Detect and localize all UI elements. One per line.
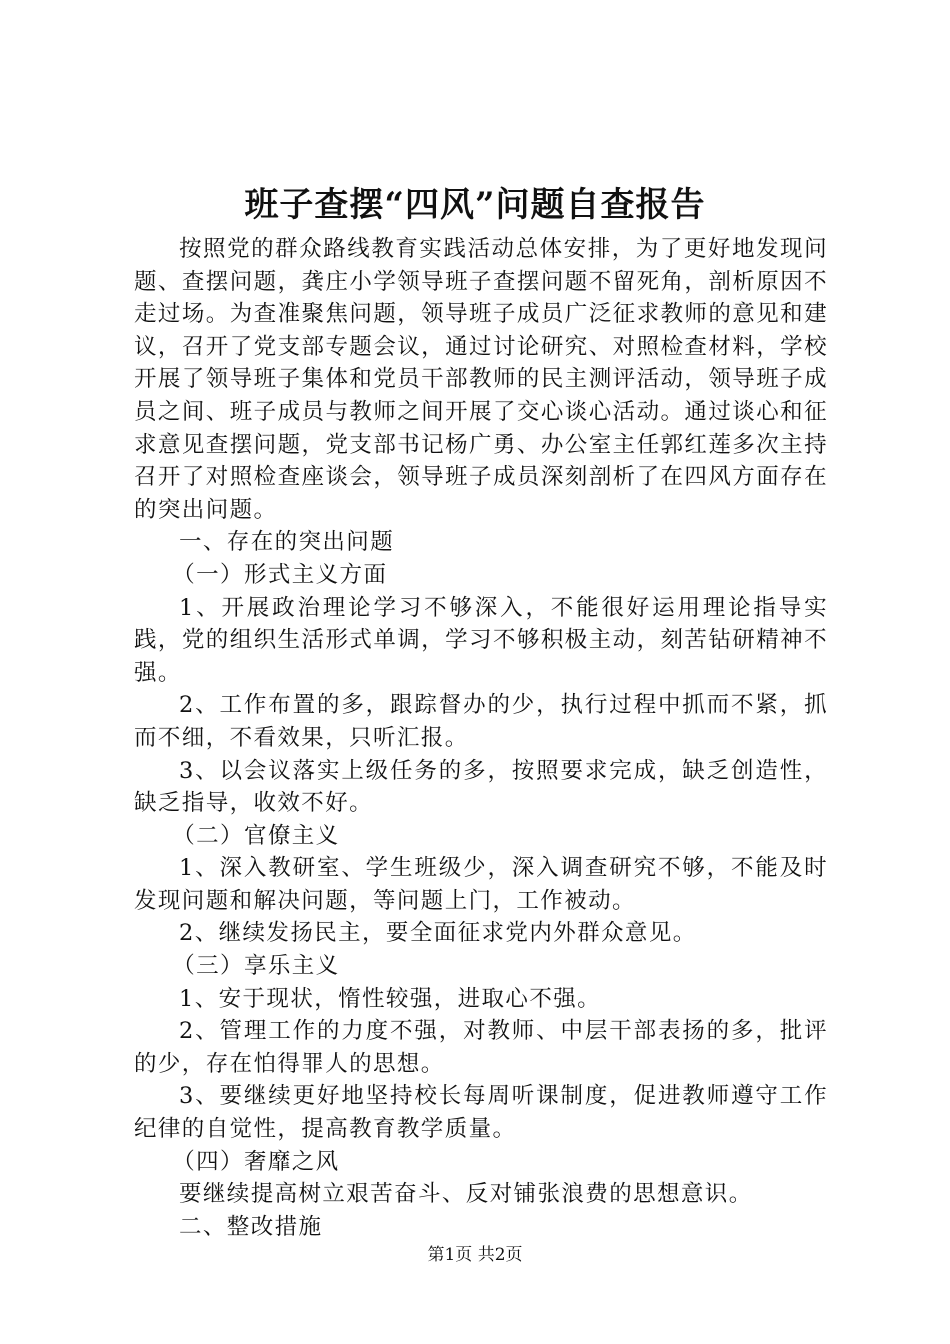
list-item: 2、工作布置的多，跟踪督办的少，执行过程中抓而不紧，抓而不细，不看效果，只听汇报。 — [134, 692, 828, 751]
list-item: 1、安于现状，惰性较强，进取心不强。 — [179, 985, 602, 1012]
subsection-heading-formalism: （一）形式主义方面 — [172, 561, 388, 588]
list-item: 2、继续发扬民主，要全面征求党内外群众意见。 — [179, 920, 697, 947]
list-item: 2、管理工作的力度不强，对教师、中层干部表扬的多，批评的少，存在怕得罪人的思想。 — [134, 1018, 828, 1077]
section-heading-problems: 一、存在的突出问题 — [179, 529, 395, 556]
section-heading-measures: 二、整改措施 — [179, 1213, 323, 1240]
list-item: 要继续提高树立艰苦奋斗、反对铺张浪费的思想意识。 — [179, 1181, 753, 1208]
subsection-heading-hedonism: （三）享乐主义 — [172, 953, 340, 980]
page-number-footer: 第1页 共2页 — [427, 1245, 523, 1265]
subsection-heading-extravagance: （四）奢靡之风 — [172, 1148, 340, 1175]
document-title: 班子查摆“四风”问题自查报告 — [244, 185, 706, 225]
document-body — [134, 233, 828, 1243]
list-item: 3、以会议落实上级任务的多，按照要求完成，缺乏创造性，缺乏指导，收效不好。 — [134, 757, 828, 817]
intro-paragraph: 按照党的群众路线教育实践活动总体安排，为了更好地发现问题、查摆问题，龚庄小学领导班子查摆问题不留死角，剖析原因不走过场。为查准聚焦问题，领导班子成员广泛征求教师的意见和建议，召开了党支部专题会议，通过讨论研究、对照检查材料，学校开展了领导班子集体和党员干部教师的民主测评活动，领导班子成员之间、班子成员与教师之间开展了交心谈心活动。通过谈心和征求意见查摆问题，党支部书记杨广勇、办公室主任郭红莲多次主持召开了对照检查座谈会，领导班子成员深刻剖析了在四风方面存在的突出问题。 — [134, 236, 828, 523]
list-item: 1、开展政治理论学习不够深入，不能很好运用理论指导实践，党的组织生活形式单调，学习不够积极主动，刻苦钻研精神不强。 — [134, 594, 828, 686]
list-item: 1、深入教研室、学生班级少，深入调查研究不够，不能及时发现问题和解决问题，等问题上门，工作被动。 — [134, 855, 828, 914]
list-item: 3、要继续更好地坚持校长每周听课制度，促进教师遵守工作纪律的自觉性，提高教育教学质量。 — [134, 1083, 828, 1143]
subsection-heading-bureaucracy: （二）官僚主义 — [172, 822, 340, 849]
